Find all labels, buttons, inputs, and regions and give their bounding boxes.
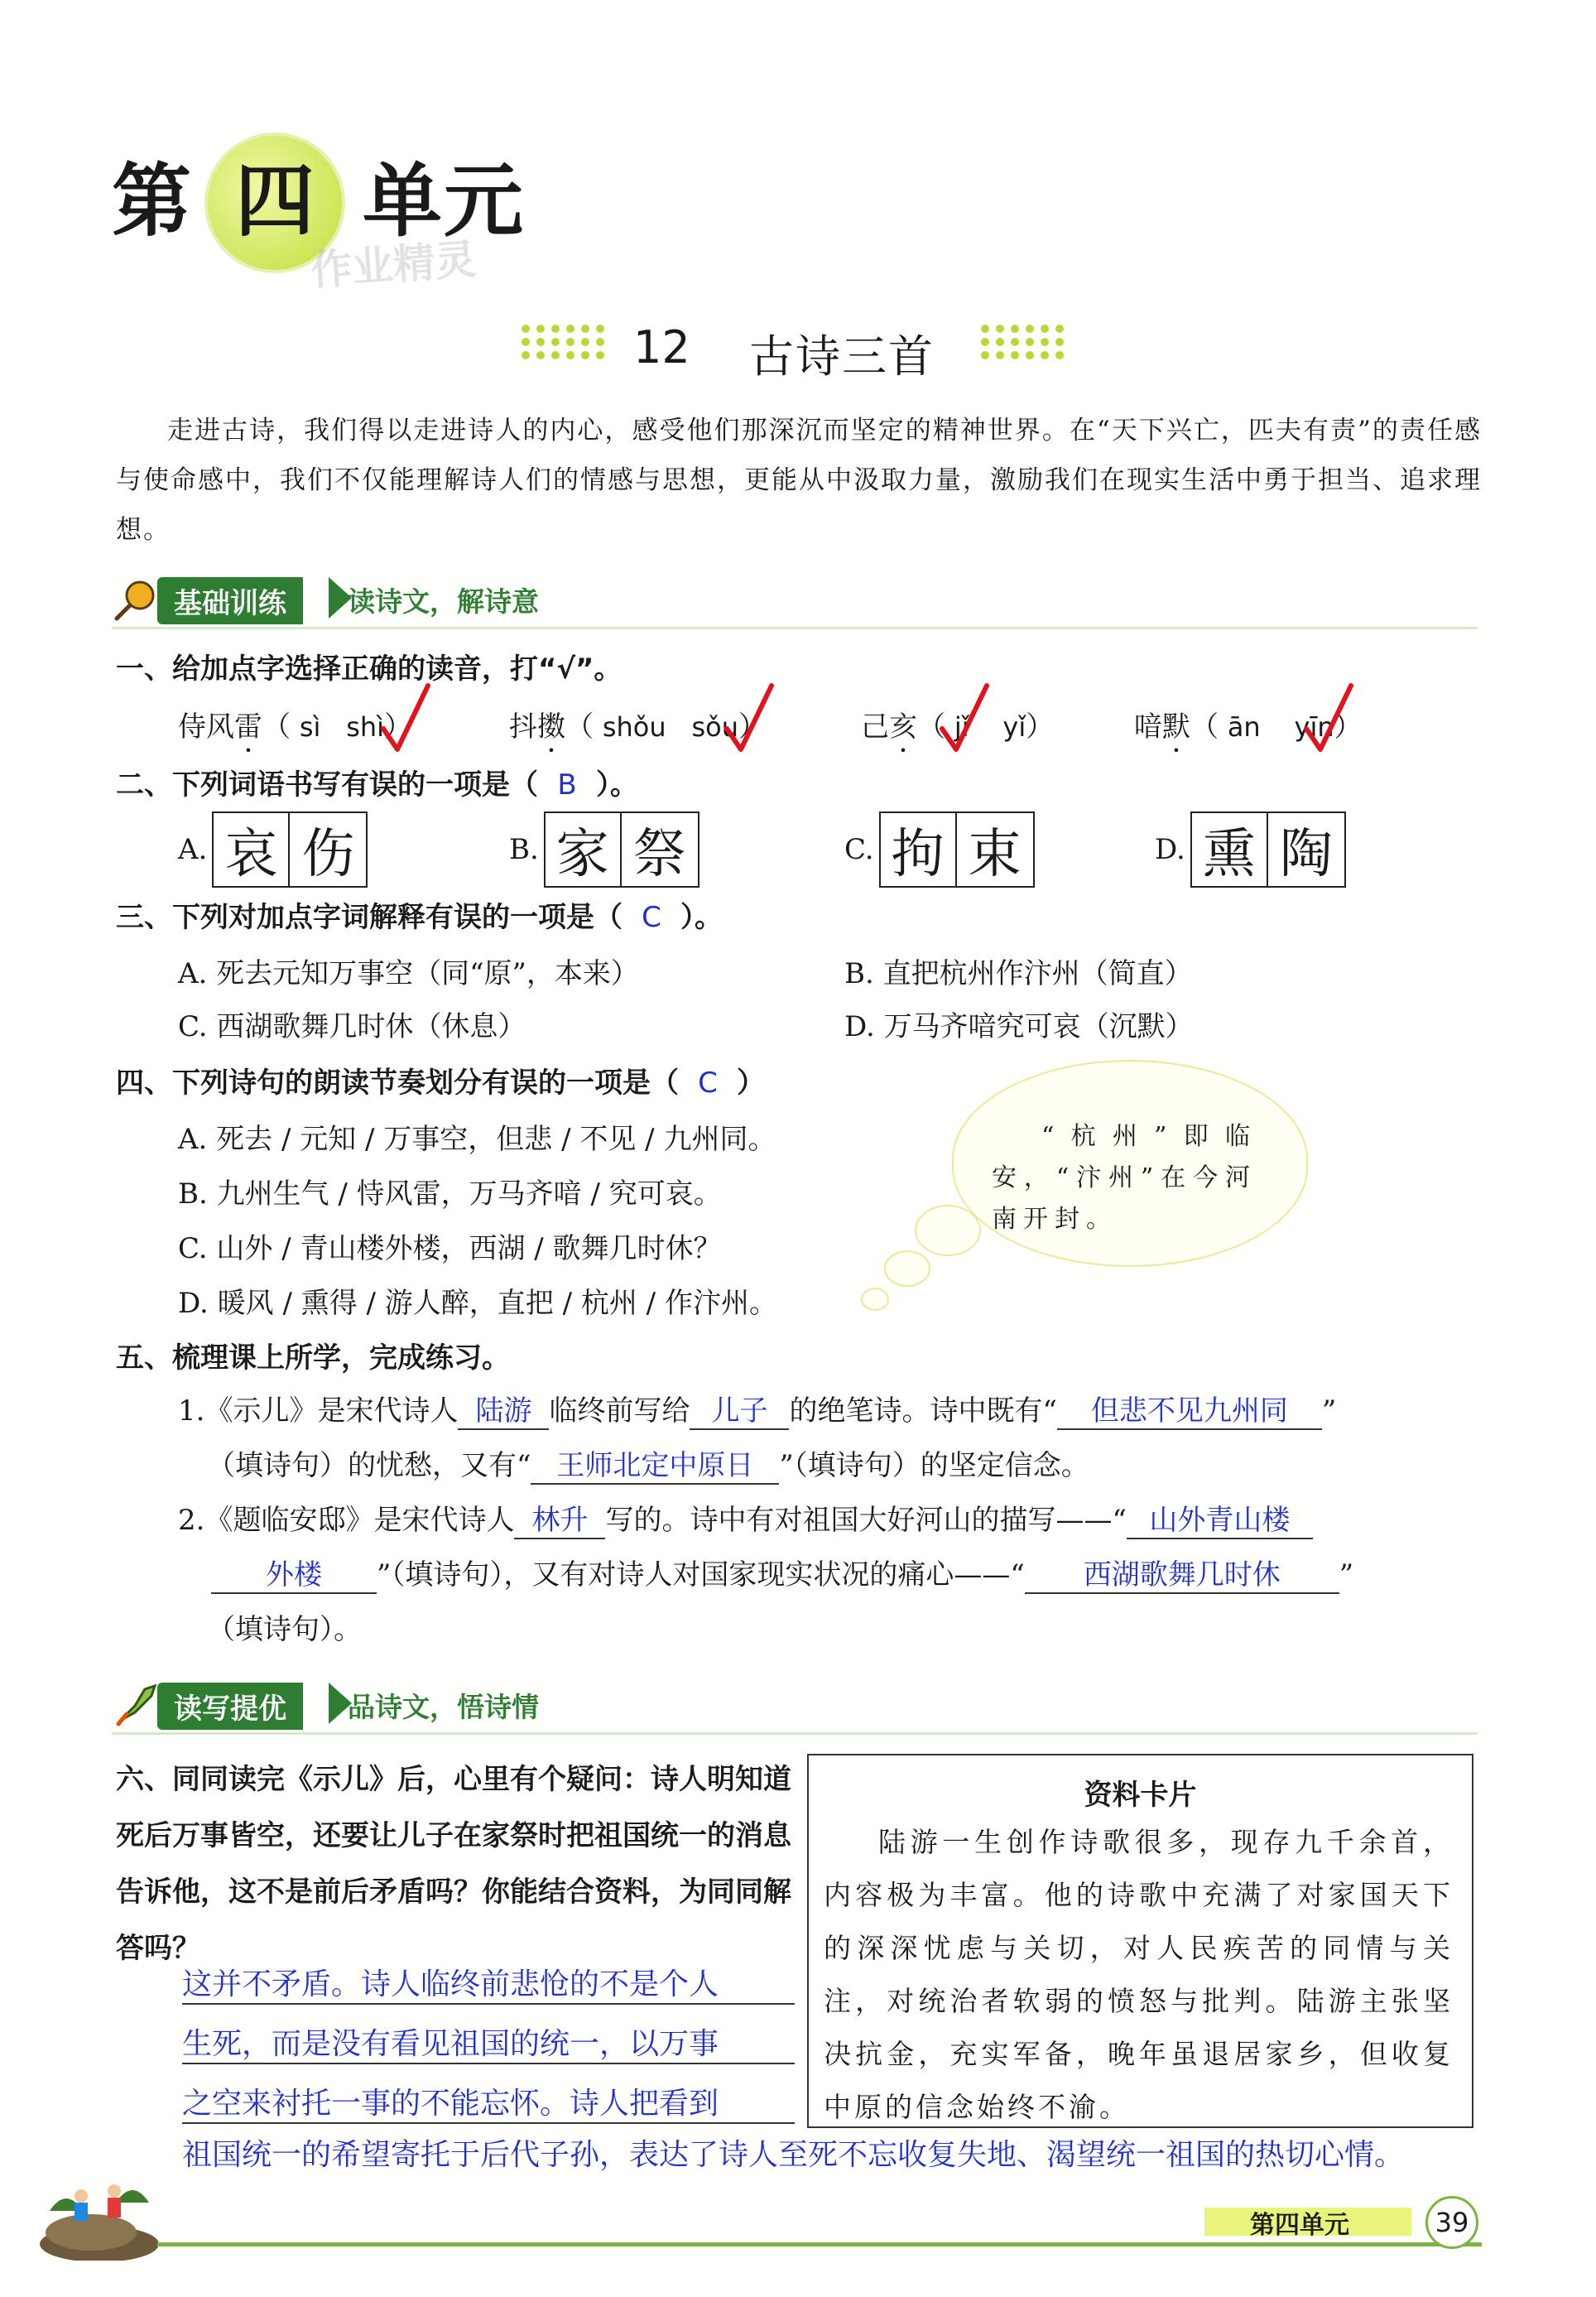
note-text: “杭州”即临安，“汴州”在今河南开封。 [992, 1122, 1257, 1234]
resource-card [807, 1754, 1473, 2128]
char-cell: 陶 [1279, 824, 1333, 885]
watermark: 作业精灵 [309, 235, 478, 295]
q5-answer-sorrow-line[interactable]: 但悲不见九州同 [1057, 1388, 1322, 1430]
q5-text: 1.《示儿》是宋代诗人 [178, 1394, 459, 1428]
q2-option-b [509, 811, 699, 888]
q1-option[interactable]: jǐ [954, 711, 969, 743]
section-tab-basic: 基础训练 [157, 577, 303, 624]
option-label: D. [1155, 833, 1185, 866]
paren-close: ） [1334, 710, 1363, 744]
q5-answer-belief-line[interactable]: 王师北定中原日 [531, 1442, 779, 1485]
q1-option[interactable]: yīn [1294, 711, 1334, 743]
q1-option[interactable]: yǐ [1002, 711, 1026, 743]
q4-option-d: D. 暖风 / 熏得 / 游人醉，直把 / 杭州 / 作汴州。 [178, 1287, 777, 1320]
note-bubble-medium [884, 1250, 930, 1287]
q5-text: 写的。诗中有对祖国大好河山的描写——“ [605, 1504, 1127, 1537]
page-number: 39 [1425, 2196, 1478, 2249]
q1-word: 侍风 [178, 710, 234, 744]
q3-option-d: D. 万马齐喑究可哀（沉默） [844, 1010, 1194, 1043]
paren-open: （ [565, 710, 594, 744]
q5-answer-scenery-line[interactable]: 山外青山楼 [1127, 1497, 1313, 1539]
q1-word: 喑 [1134, 710, 1162, 744]
q2-option-a [178, 811, 368, 888]
q6-answer-4[interactable] [182, 2131, 1540, 2174]
q5-text: 的绝笔诗。诗中既有“ [789, 1394, 1057, 1428]
char-cell: 哀 [214, 813, 290, 886]
q6-answer-text: 祖国统一的希望寄托于后代子孙，表达了诗人至死不忘收复失地、渴望统一祖国的热切心情。 [182, 2138, 1405, 2172]
q4-option-c: C. 山外 / 青山楼外楼，西湖 / 歌舞几时休？ [178, 1232, 722, 1265]
q1-option[interactable]: sǒu [691, 711, 738, 743]
q5-text: ” [1339, 1558, 1354, 1592]
q1-word: 己 [861, 710, 889, 744]
q5-answer-grief-line[interactable]: 西湖歌舞几时休 [1025, 1552, 1339, 1594]
q1-option[interactable]: sì [299, 711, 321, 743]
q2-option-d [1155, 811, 1346, 888]
title-dots-right [981, 325, 1065, 359]
check-mark-icon [720, 679, 778, 754]
section-subtitle-advanced: 品诗文，悟诗情 [348, 1691, 539, 1723]
pin-icon [112, 575, 161, 622]
q5-text: ”（填诗句）的坚定信念。 [779, 1449, 1089, 1482]
q5-line-3 [178, 1497, 1313, 1539]
q1-title: 一、给加点字选择正确的读音，打“√”。 [116, 653, 623, 686]
unit-title-di: 第 [112, 155, 193, 248]
paren-close: ） [384, 710, 413, 744]
q5-line-4 [211, 1552, 1353, 1594]
q5-answer-recipient[interactable]: 儿子 [690, 1388, 789, 1430]
unit-title-danyuan: 单元 [363, 155, 525, 248]
char-cell: 束 [968, 824, 1022, 885]
q2-option-c [844, 811, 1035, 888]
q2-title [116, 762, 638, 802]
q6-answer-text: 这并不矛盾。诗人临终前悲怆的不是个人 [182, 1967, 719, 2001]
q5-answer-poet[interactable]: 陆游 [458, 1388, 549, 1430]
char-grid [1190, 811, 1346, 888]
q3-option-b: B. 直把杭州作汴州（简直） [844, 957, 1193, 990]
q5-text: 2.《题临安邸》是宋代诗人 [178, 1504, 515, 1537]
q3-option-c: C. 西湖歌舞几时休（休息） [178, 1010, 526, 1043]
q4-title-text: 四、下列诗句的朗读节奏划分有误的一项是（ [116, 1067, 679, 1100]
q1-word-dotted: 雷 [234, 710, 262, 744]
rocket-icon [112, 1681, 161, 1727]
q2-title-end: ）。 [596, 768, 638, 802]
q3-answer[interactable]: C [642, 901, 661, 934]
title-dots-left [522, 325, 606, 359]
section-tab-advanced: 读写提优 [157, 1683, 303, 1730]
q5-line-1 [178, 1388, 1336, 1430]
q5-text: （填诗句）的忧愁，又有“ [207, 1449, 531, 1482]
resource-card-body: 陆游一生创作诗歌很多，现存九千余首，内容极为丰富。他的诗歌中充满了对家国天下的深深忧虑与关切，对人民疾苦的同情与关注，对统治者软弱的愤怒与批判。陆游主张坚决抗金，充实军备，晚年虽退居家乡，但收复中原的信念始终不渝。 [824, 1826, 1454, 2123]
unit-title-number: 四 [235, 155, 316, 248]
q3-title-text: 三、下列对加点字词解释有误的一项是（ [116, 901, 623, 934]
q5-answer-scenery-line-end[interactable]: 外楼 [211, 1552, 377, 1594]
paren-close: ） [738, 710, 767, 744]
q6-answer-text: 之空来衬托一事的不能忘怀。诗人把看到 [182, 2087, 719, 2121]
char-cell: 伤 [301, 824, 355, 885]
banner-divider [112, 627, 1478, 629]
q3-title [116, 894, 723, 935]
q6-answer-2[interactable] [182, 2020, 795, 2064]
q1-option[interactable]: ān [1227, 711, 1261, 743]
option-label: A. [178, 833, 208, 866]
banner-divider [112, 1732, 1478, 1735]
q1-word: 抖 [509, 710, 537, 744]
check-mark-icon [935, 679, 993, 754]
q2-title-text: 二、下列词语书写有误的一项是（ [116, 768, 538, 802]
q4-title-end: ） [737, 1067, 765, 1100]
q1-option[interactable]: shì [346, 711, 385, 743]
q4-answer[interactable]: C [698, 1067, 718, 1100]
resource-card-title: 资料卡片 [1084, 1779, 1197, 1812]
q5-line-2 [207, 1442, 1089, 1485]
q5-text: ” [1321, 1394, 1337, 1428]
q1-word-dotted: 亥 [889, 710, 917, 744]
paren-close: ） [1026, 710, 1055, 744]
q3-title-end: ）。 [680, 901, 723, 934]
paren-open: （ [262, 710, 291, 744]
q1-word-dotted: 擞 [537, 710, 565, 744]
lesson-title: 古诗三首 [749, 330, 935, 383]
char-cell: 拘 [881, 813, 957, 886]
q3-option-a: A. 死去元知万事空（同“原”，本来） [178, 957, 639, 990]
q6-question: 六、同同读完《示儿》后，心里有个疑问：诗人明知道死后万事皆空，还要让儿子在家祭时把祖国统一的消息告诉他，这不是前后矛盾吗？你能结合资料，为同同解答吗？ [116, 1763, 791, 1965]
footer-unit-label: 第四单元 [1250, 2211, 1349, 2240]
q6-answer-3[interactable] [182, 2080, 795, 2124]
option-label: C. [844, 833, 874, 866]
check-mark-icon [377, 679, 435, 754]
intro-paragraph: 走进古诗，我们得以走进诗人的内心，感受他们那深沉而坚定的精神世界。在“天下兴亡，匹夫有责”的责任感与使命感中，我们不仅能理解诗人们的情感与思想，更能从中汲取力量，激励我们在现实生活中勇于担当、追求理想。 [116, 416, 1482, 545]
section-subtitle-basic: 读诗文，解诗意 [348, 585, 539, 618]
char-grid [212, 811, 368, 888]
paren-open: （ [917, 710, 945, 744]
char-grid [544, 811, 699, 888]
char-cell: 熏 [1192, 813, 1268, 886]
q4-title [116, 1060, 765, 1100]
q1-option[interactable]: shǒu [602, 711, 666, 743]
q1-word-dotted: 默 [1162, 710, 1190, 744]
q4-option-a: A. 死去 / 元知 / 万事空，但悲 / 不见 / 九州同。 [178, 1123, 776, 1156]
q6-answer-text: 生死，而是没有看见祖国的统一，以万事 [182, 2027, 719, 2061]
char-cell: 祭 [632, 824, 686, 885]
q5-title: 五、梳理课上所学，完成练习。 [116, 1341, 510, 1375]
footer-green-line [157, 2242, 1482, 2246]
hiking-figures-illustration [33, 2153, 166, 2261]
char-grid [879, 811, 1035, 888]
option-label: B. [509, 833, 539, 866]
q5-text: ”（填诗句），又有对诗人对国家现实状况的痛心——“ [377, 1558, 1025, 1592]
note-bubble-small [861, 1288, 889, 1311]
char-cell: 家 [546, 813, 622, 886]
q6-answer-1[interactable] [182, 1961, 795, 2005]
q4-option-b: B. 九州生气 / 恃风雷，万马齐喑 / 究可哀。 [178, 1177, 722, 1211]
q5-text: 临终前写给 [549, 1394, 690, 1428]
q2-answer[interactable]: B [557, 768, 577, 802]
q5-line-5: （填诗句）。 [207, 1613, 362, 1646]
lesson-number: 12 [633, 321, 690, 373]
q5-answer-poet-2[interactable]: 林升 [514, 1497, 605, 1539]
check-mark-icon [1300, 679, 1358, 754]
paren-open: （ [1190, 710, 1219, 744]
